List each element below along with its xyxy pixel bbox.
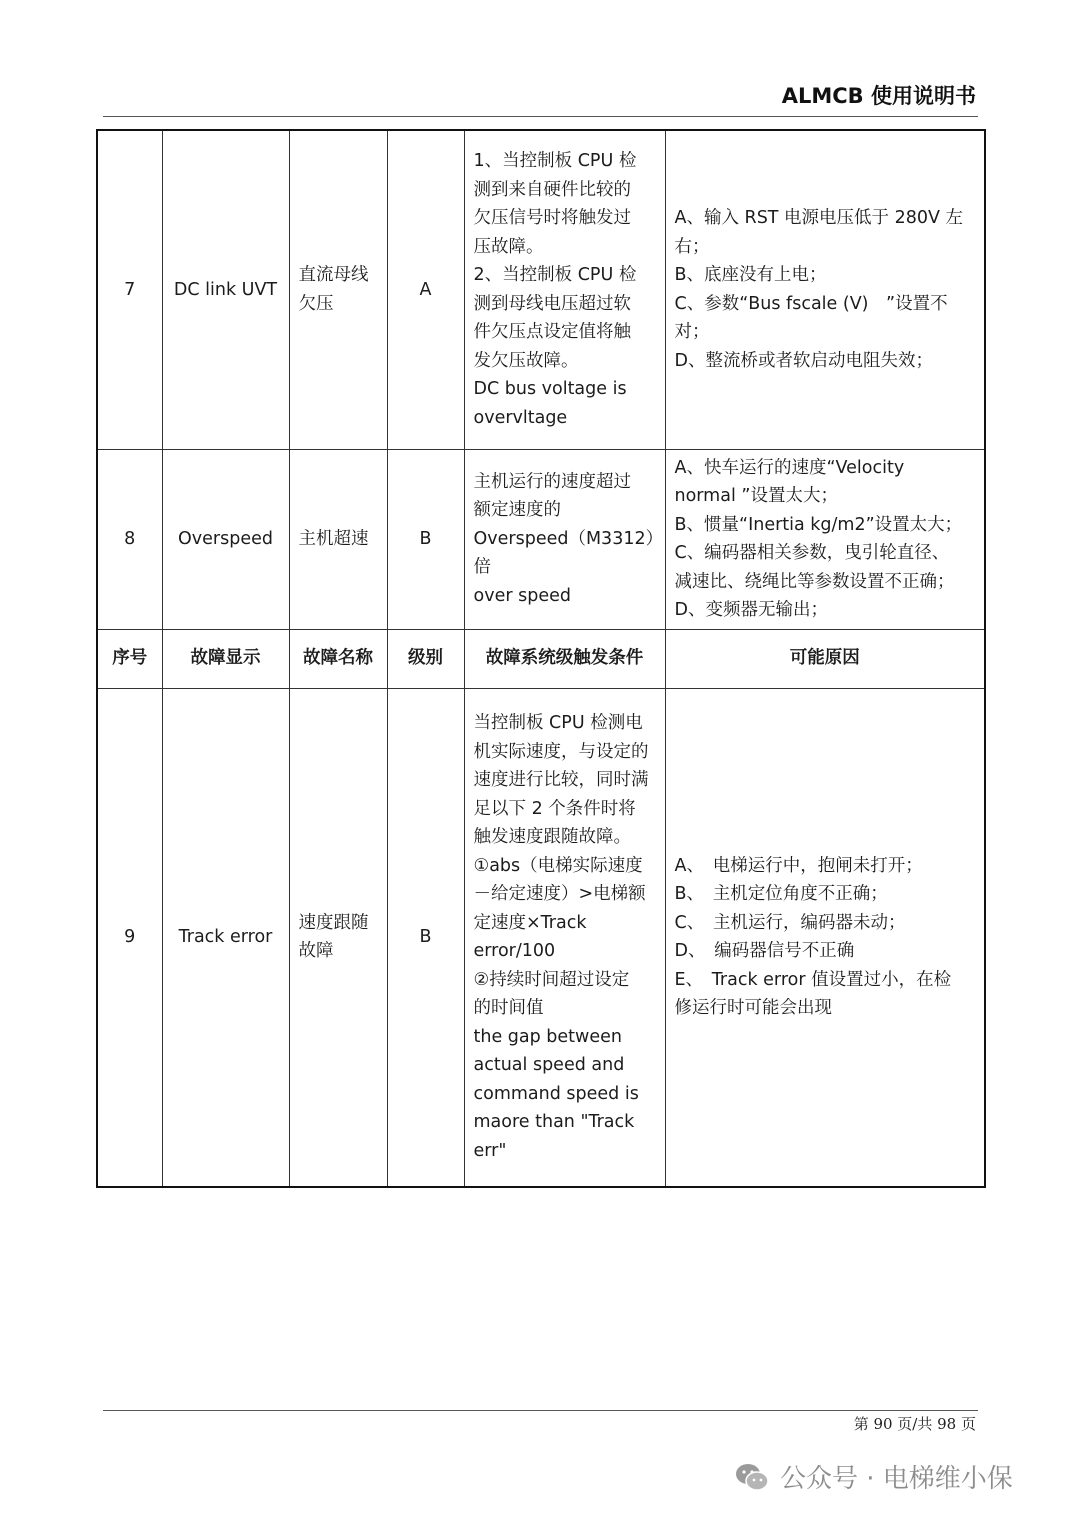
cause-line: C、编码器相关参数，曳引轮直径、 xyxy=(674,543,950,563)
condition-line: 触发速度跟随故障。 xyxy=(473,827,631,848)
header-cause: 可能原因 xyxy=(665,629,985,688)
cause-line: C、 主机运行，编码器未动； xyxy=(674,912,906,933)
header-name: 故障名称 xyxy=(289,629,387,688)
name-line: 故障 xyxy=(298,941,334,962)
cause-line: normal ”设置太大； xyxy=(674,486,838,506)
table-row xyxy=(97,130,985,449)
cause-line: 修运行时可能会出现 xyxy=(674,998,832,1019)
cell-condition xyxy=(464,130,665,449)
cell-level: B xyxy=(387,688,464,1187)
condition-line: 件欠压点设定值将触 xyxy=(473,322,631,343)
cell-cause xyxy=(665,130,985,449)
fault-table xyxy=(96,129,986,1188)
cause-line: E、 Track error 值设置过小，在检 xyxy=(674,969,952,990)
name-line: 欠压 xyxy=(298,293,334,314)
cell-seq: 8 xyxy=(97,449,162,629)
header-seq: 序号 xyxy=(97,629,162,688)
cause-line: B、 主机定位角度不正确； xyxy=(674,884,888,905)
condition-line: 的时间值 xyxy=(473,998,544,1019)
cell-level: A xyxy=(387,130,464,449)
condition-line: 2、当控制板 CPU 检 xyxy=(473,265,637,286)
condition-line: 定速度×Track xyxy=(473,912,587,933)
condition-line: －给定速度）>电梯额 xyxy=(473,884,646,905)
cause-line: D、变频器无输出； xyxy=(674,600,828,620)
condition-line: Overspeed（M3312） xyxy=(473,528,664,549)
header-divider xyxy=(103,116,978,117)
cause-line: D、整流桥或者软启动电阻失效； xyxy=(674,350,933,371)
name-line: 速度跟随 xyxy=(298,912,369,933)
cell-name xyxy=(289,449,387,629)
cell-seq: 9 xyxy=(97,688,162,1187)
cause-line: A、输入 RST 电源电压低于 280V 左 xyxy=(674,208,964,229)
condition-line: 额定速度的 xyxy=(473,500,561,521)
condition-line: 速度进行比较，同时满 xyxy=(473,770,649,791)
condition-line: actual speed and xyxy=(473,1055,625,1076)
page-number: 第 90 页/共 98 页 xyxy=(853,1415,976,1433)
condition-line: error/100 xyxy=(473,941,556,962)
cell-level: B xyxy=(387,449,464,629)
cell-condition xyxy=(464,449,665,629)
cell-display: DC link UVT xyxy=(162,130,289,449)
condition-line: 欠压信号时将触发过 xyxy=(473,208,631,229)
header-level: 级别 xyxy=(387,629,464,688)
cell-cause xyxy=(665,688,985,1187)
cell-display: Overspeed xyxy=(162,449,289,629)
watermark xyxy=(734,1458,1013,1495)
condition-line: 倍 xyxy=(473,557,491,578)
condition-line: overvltage xyxy=(473,407,568,428)
condition-line: ②持续时间超过设定 xyxy=(473,969,630,990)
cell-cause xyxy=(665,449,985,629)
wechat-icon xyxy=(734,1462,770,1492)
cause-line: C、参数“Bus fscale (V) ”设置不对； xyxy=(674,293,948,343)
condition-line: the gap between xyxy=(473,1026,622,1047)
condition-line: 测到来自硬件比较的 xyxy=(473,179,631,200)
cause-line: D、 编码器信号不正确 xyxy=(674,941,855,962)
condition-line: command speed is xyxy=(473,1083,639,1104)
cell-display: Track error xyxy=(162,688,289,1187)
table-header-row xyxy=(97,629,985,688)
header-display: 故障显示 xyxy=(162,629,289,688)
condition-line: ①abs（电梯实际速度 xyxy=(473,855,643,876)
condition-line: DC bus voltage is xyxy=(473,379,627,400)
cell-condition xyxy=(464,688,665,1187)
table-row xyxy=(97,449,985,629)
condition-line: 机实际速度，与设定的 xyxy=(473,741,649,762)
watermark-text: 公众号 · 电梯维小保 xyxy=(780,1464,1013,1494)
condition-line: 测到母线电压超过软 xyxy=(473,293,631,314)
condition-line: 压故障。 xyxy=(473,236,544,257)
cause-line: 右； xyxy=(674,236,710,257)
condition-line: 当控制板 CPU 检测电 xyxy=(473,713,643,734)
cause-line: A、快车运行的速度“Velocity xyxy=(674,457,905,478)
condition-line: 发欠压故障。 xyxy=(473,350,579,371)
condition-line: 足以下 2 个条件时将 xyxy=(473,798,636,819)
table-row xyxy=(97,688,985,1187)
cell-name xyxy=(289,688,387,1187)
cell-seq: 7 xyxy=(97,130,162,449)
cause-line: A、 电梯运行中，抱闸未打开； xyxy=(674,855,923,876)
condition-line: over speed xyxy=(473,585,571,606)
cause-line: B、底座没有上电； xyxy=(674,265,827,286)
footer-divider xyxy=(103,1410,978,1411)
condition-line: err" xyxy=(473,1140,507,1161)
header-condition: 故障系统级触发条件 xyxy=(464,629,665,688)
cell-name xyxy=(289,130,387,449)
condition-line: 主机运行的速度超过 xyxy=(473,471,631,492)
cause-line: B、惯量“Inertia kg/m2”设置太大； xyxy=(674,514,963,535)
condition-line: maore than "Track xyxy=(473,1112,635,1133)
condition-line: 1、当控制板 CPU 检 xyxy=(473,151,637,172)
name-line: 主机超速 xyxy=(298,528,369,549)
document-title: ALMCB 使用说明书 xyxy=(781,84,976,108)
cause-line: 减速比、绕绳比等参数设置不正确； xyxy=(674,571,955,592)
name-line: 直流母线 xyxy=(298,265,369,286)
